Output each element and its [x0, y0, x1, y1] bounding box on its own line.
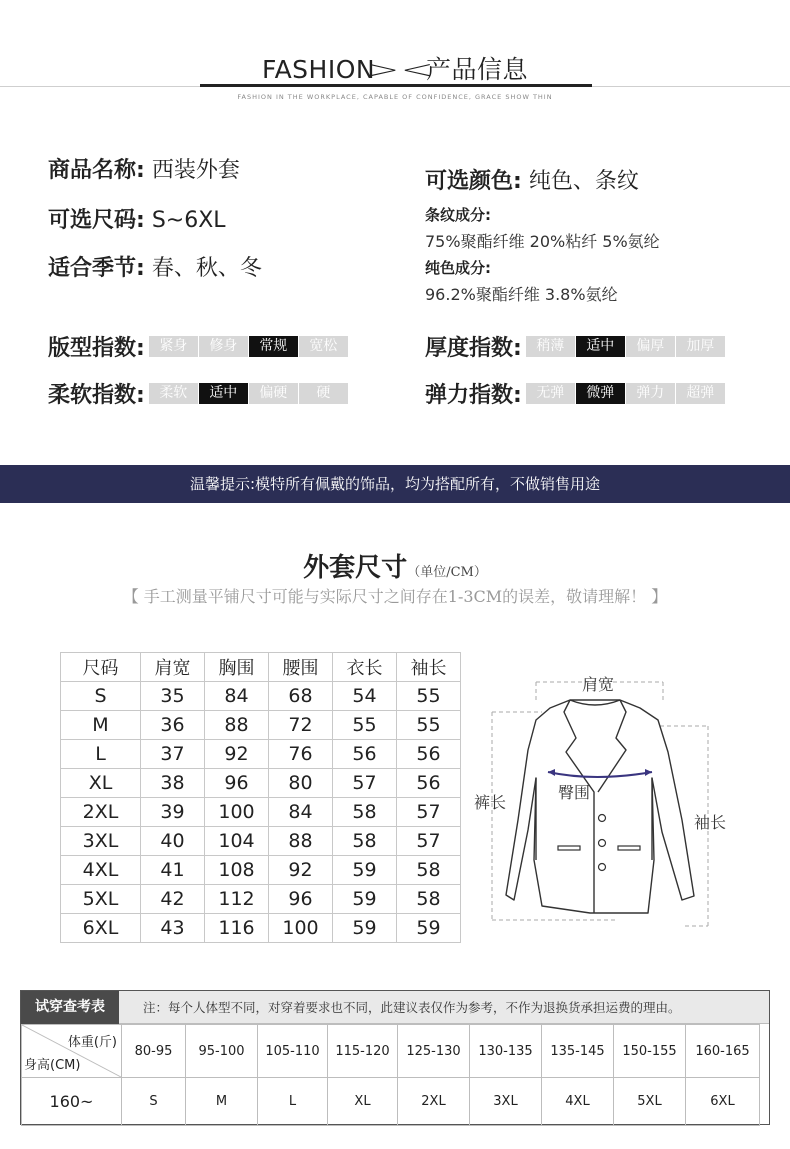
product-season-key: 适合季节:	[48, 256, 145, 281]
measurement-cell: 59	[333, 885, 397, 914]
size-table-row	[61, 769, 461, 798]
size-chart-note: 【 手工测量平铺尺寸可能与实际尺寸之间存在1-3CM的误差，敬请理解！ 】	[122, 587, 668, 606]
measurement-cell: 104	[205, 827, 269, 856]
measurement-cell: 57	[397, 798, 461, 827]
weight-range-cell: 105-110	[258, 1025, 328, 1078]
header-cell: 腰围	[269, 653, 333, 682]
size-table-row	[61, 856, 461, 885]
recommended-size-cell: 5XL	[614, 1078, 686, 1126]
tryon-header	[21, 991, 769, 1024]
measurement-cell: 88	[269, 827, 333, 856]
measurement-cell: 43	[141, 914, 205, 943]
solid-composition-value: 96.2%聚酯纤维 3.8%氨纶	[425, 285, 618, 304]
recommended-size-cell: 2XL	[398, 1078, 470, 1126]
measurement-cell: 59	[333, 856, 397, 885]
softness-option: 柔软	[149, 383, 199, 404]
height-value: 160~	[22, 1078, 122, 1126]
fit-option: 紧身	[149, 336, 199, 357]
recommended-size-cell: 3XL	[470, 1078, 542, 1126]
measurement-cell: 96	[269, 885, 333, 914]
measurement-cell: 96	[205, 769, 269, 798]
softness-index	[48, 381, 349, 408]
measurement-cell: 58	[397, 856, 461, 885]
height-label: 身高(CM)	[24, 1058, 81, 1073]
weight-label: 体重(斤)	[67, 1035, 117, 1050]
jacket-outline-icon	[470, 660, 770, 940]
product-name-key: 商品名称:	[48, 158, 145, 183]
size-cell: M	[61, 711, 141, 740]
tryon-note: 注：每个人体型不同，对穿着要求也不同，此建议表仅作为参考，不作为退换货承担运费的理由。	[143, 1000, 681, 1015]
elasticity-option-selected: 微弹	[576, 383, 626, 404]
size-chart-title	[0, 547, 790, 584]
elasticity-index-label: 弹力指数:	[425, 382, 522, 408]
corner-cell	[22, 1025, 122, 1078]
measurement-cell: 100	[269, 914, 333, 943]
thickness-option: 加厚	[676, 336, 726, 357]
tryon-tag: 试穿查考表	[21, 991, 119, 1024]
stripe-composition-label: 条纹成分:	[425, 206, 491, 224]
size-cell: 5XL	[61, 885, 141, 914]
measurement-cell: 84	[205, 682, 269, 711]
header-cell: 肩宽	[141, 653, 205, 682]
measurement-cell: 92	[269, 856, 333, 885]
fit-index	[48, 334, 349, 361]
size-chart-unit: （单位/CM）	[407, 565, 487, 580]
size-cell: S	[61, 682, 141, 711]
measurement-cell: 55	[333, 711, 397, 740]
measurement-cell: 72	[269, 711, 333, 740]
title-en: FASHION	[261, 55, 376, 84]
measurement-cell: 80	[269, 769, 333, 798]
hip-label: 臀围	[558, 783, 591, 802]
measurement-cell: 55	[397, 711, 461, 740]
weight-range-cell: 95-100	[186, 1025, 258, 1078]
tryon-grid	[21, 1024, 760, 1126]
product-sizes-key: 可选尺码:	[48, 208, 145, 233]
weight-range-cell: 130-135	[470, 1025, 542, 1078]
sleeve-label: 袖长	[694, 813, 727, 832]
section-title	[0, 50, 790, 86]
product-colors-value: 纯色、条纹	[528, 169, 639, 194]
measurement-cell: 55	[397, 682, 461, 711]
cross-divider-icon: ><	[366, 55, 435, 84]
thickness-index	[425, 334, 726, 361]
thickness-index-label: 厚度指数:	[425, 335, 522, 361]
tryon-table	[20, 990, 770, 1125]
measurement-cell: 35	[141, 682, 205, 711]
size-cell: 3XL	[61, 827, 141, 856]
elasticity-option: 弹力	[626, 383, 676, 404]
size-table-row	[61, 827, 461, 856]
measurement-cell: 58	[397, 885, 461, 914]
measurement-cell: 58	[333, 827, 397, 856]
elasticity-option: 无弹	[526, 383, 576, 404]
measurement-cell: 38	[141, 769, 205, 798]
weight-range-cell: 160-165	[686, 1025, 760, 1078]
recommended-size-cell: 4XL	[542, 1078, 614, 1126]
size-cell: L	[61, 740, 141, 769]
measurement-cell: 56	[397, 740, 461, 769]
length-label: 裤长	[474, 793, 507, 812]
jacket-measurement-diagram	[470, 660, 770, 940]
size-cell: XL	[61, 769, 141, 798]
notice-banner: 温馨提示:模特所有佩戴的饰品，均为搭配所有，不做销售用途	[0, 465, 790, 503]
product-colors-key: 可选颜色:	[425, 169, 522, 194]
weight-range-cell: 150-155	[614, 1025, 686, 1078]
size-cell: 6XL	[61, 914, 141, 943]
size-table-row	[61, 885, 461, 914]
size-cell: 2XL	[61, 798, 141, 827]
measurement-cell: 36	[141, 711, 205, 740]
product-season	[48, 251, 262, 282]
weight-range-cell: 80-95	[122, 1025, 186, 1078]
measurement-cell: 116	[205, 914, 269, 943]
weight-row	[22, 1025, 760, 1078]
elasticity-option: 超弹	[676, 383, 726, 404]
fit-index-label: 版型指数:	[48, 335, 145, 361]
measurement-cell: 57	[397, 827, 461, 856]
softness-option: 硬	[299, 383, 349, 404]
size-table-header	[61, 653, 461, 682]
measurement-cell: 84	[269, 798, 333, 827]
measurement-cell: 54	[333, 682, 397, 711]
weight-range-cell: 115-120	[328, 1025, 398, 1078]
measurement-cell: 41	[141, 856, 205, 885]
recommended-size-cell: M	[186, 1078, 258, 1126]
recommended-size-cell: S	[122, 1078, 186, 1126]
weight-range-cell: 125-130	[398, 1025, 470, 1078]
measurement-cell: 40	[141, 827, 205, 856]
product-season-value: 春、秋、冬	[151, 256, 262, 281]
measurement-cell: 100	[205, 798, 269, 827]
weight-range-cell: 135-145	[542, 1025, 614, 1078]
product-sizes-value: S~6XL	[151, 208, 226, 233]
size-cell: 4XL	[61, 856, 141, 885]
measurement-cell: 56	[333, 740, 397, 769]
measurement-cell: 76	[269, 740, 333, 769]
recommended-size-cell: 6XL	[686, 1078, 760, 1126]
measurement-cell: 108	[205, 856, 269, 885]
product-sizes	[48, 203, 226, 234]
product-name	[48, 153, 240, 184]
fit-option: 修身	[199, 336, 249, 357]
size-row	[22, 1078, 760, 1126]
measurement-cell: 59	[333, 914, 397, 943]
measurement-cell: 68	[269, 682, 333, 711]
size-table-row	[61, 914, 461, 943]
fit-option-selected: 常规	[249, 336, 299, 357]
fit-option: 宽松	[299, 336, 349, 357]
solid-composition-label: 纯色成分:	[425, 259, 491, 277]
header-cell: 衣长	[333, 653, 397, 682]
header-cell: 尺码	[61, 653, 141, 682]
measurement-cell: 92	[205, 740, 269, 769]
measurement-cell: 59	[397, 914, 461, 943]
stripe-composition-value: 75%聚酯纤维 20%粘纤 5%氨纶	[425, 232, 660, 251]
size-chart-heading: 外套尺寸	[303, 553, 408, 583]
measurement-cell: 37	[141, 740, 205, 769]
size-table-row	[61, 798, 461, 827]
measurement-cell: 56	[397, 769, 461, 798]
softness-option: 偏硬	[249, 383, 299, 404]
recommended-size-cell: XL	[328, 1078, 398, 1126]
product-colors	[425, 164, 639, 195]
size-table	[60, 652, 461, 943]
thickness-option-selected: 适中	[576, 336, 626, 357]
measurement-cell: 112	[205, 885, 269, 914]
header-cell: 袖长	[397, 653, 461, 682]
thickness-option: 偏厚	[626, 336, 676, 357]
product-name-value: 西装外套	[151, 158, 240, 183]
measurement-cell: 39	[141, 798, 205, 827]
softness-index-label: 柔软指数:	[48, 382, 145, 408]
header-subtitle: FASHION IN THE WORKPLACE, CAPABLE OF CONFIDENCE, GRACE SHOW THIN	[237, 93, 553, 101]
measurement-cell: 58	[333, 798, 397, 827]
measurement-cell: 57	[333, 769, 397, 798]
size-table-row	[61, 740, 461, 769]
recommended-size-cell: L	[258, 1078, 328, 1126]
header-cell: 胸围	[205, 653, 269, 682]
size-table-row	[61, 682, 461, 711]
size-table-row	[61, 711, 461, 740]
shoulder-label: 肩宽	[582, 675, 615, 694]
elasticity-index	[425, 381, 726, 408]
softness-option-selected: 适中	[199, 383, 249, 404]
header-underline	[200, 84, 592, 87]
measurement-cell: 88	[205, 711, 269, 740]
measurement-cell: 42	[141, 885, 205, 914]
title-zh: 产品信息	[426, 55, 529, 84]
thickness-option: 稍薄	[526, 336, 576, 357]
